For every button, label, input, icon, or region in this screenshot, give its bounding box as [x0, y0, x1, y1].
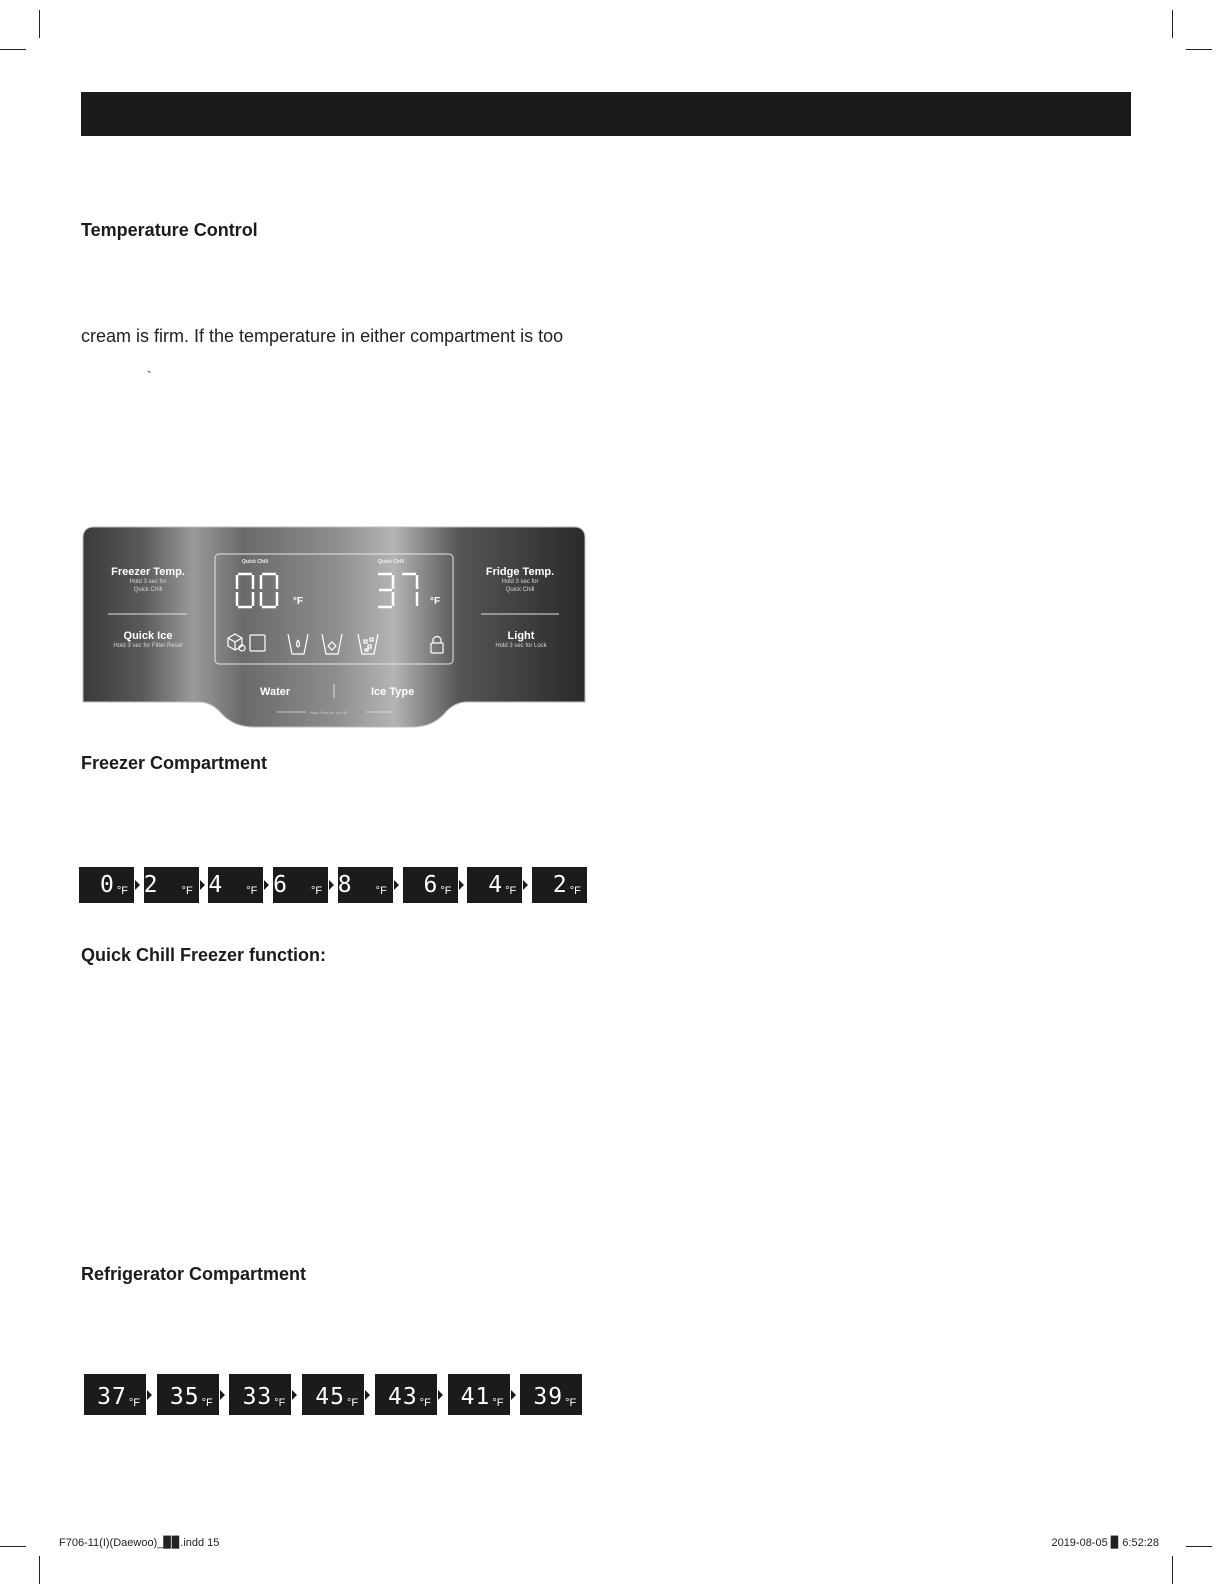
- sequence-arrow-icon: [365, 1390, 370, 1400]
- freezer-temperature-sequence: [79, 849, 587, 903]
- temp-display-box: [302, 1374, 364, 1415]
- temp-unit: °F: [274, 1397, 286, 1409]
- control-panel-body: [82, 526, 586, 728]
- temp-unit: °F: [201, 1397, 213, 1409]
- temp-value: 33: [242, 1384, 273, 1410]
- temp-unit: °F: [346, 1397, 359, 1409]
- crop-mark: [39, 10, 40, 38]
- fridge-temp-button[interactable]: [472, 566, 568, 594]
- crop-mark: [1186, 49, 1212, 50]
- temp-value: - 2: [143, 849, 159, 898]
- temp-display-box: [520, 1374, 582, 1415]
- freezer-temp-label: Freezer Temp.: [111, 566, 185, 578]
- crop-mark: [39, 1556, 40, 1584]
- sequence-arrow-icon: [147, 1390, 152, 1400]
- temp-display-box: [157, 1374, 219, 1415]
- body-text-line: cream is firm. If the temperature in either compartment is too: [81, 326, 564, 346]
- temp-unit: °F: [128, 1397, 140, 1409]
- control-panel: [82, 526, 586, 728]
- temp-unit: °F: [246, 885, 258, 897]
- temp-display-box: [448, 1374, 510, 1415]
- heading-refrigerator-compartment: Refrigerator Compartment: [81, 1264, 307, 1284]
- temp-unit: °F: [440, 885, 452, 897]
- light-label: Light: [507, 630, 535, 642]
- sequence-arrow-icon: [200, 880, 205, 890]
- temp-display-box: [79, 867, 134, 903]
- fridge-unit: °F: [430, 596, 441, 607]
- temp-value: 41: [460, 1384, 491, 1410]
- freezer-temp-sub2: Quick Chill: [133, 587, 163, 593]
- stray-mark: `: [147, 368, 152, 384]
- heading-temperature-control: Temperature Control: [81, 220, 258, 240]
- temp-unit: °F: [569, 885, 581, 897]
- fridge-temp-sub2: Quick Chill: [505, 587, 535, 593]
- crop-mark: [0, 49, 26, 50]
- footer-timestamp: 2019-08-05 ▉ 6:52:28: [1051, 1537, 1159, 1549]
- temp-display-box: [143, 849, 199, 903]
- crop-mark: [1172, 10, 1173, 38]
- sequence-arrow-icon: [459, 880, 464, 890]
- temp-value: - 6: [273, 849, 288, 898]
- sequence-arrow-icon: [264, 880, 269, 890]
- crop-mark: [1172, 1556, 1173, 1584]
- water-button[interactable]: Water: [260, 686, 291, 698]
- temp-value: 39: [533, 1384, 564, 1410]
- temp-unit: °F: [310, 885, 323, 897]
- fridge-temperature-sequence: [84, 1374, 582, 1415]
- sequence-arrow-icon: [220, 1390, 225, 1400]
- temp-unit: °F: [419, 1397, 431, 1409]
- temp-unit: °F: [181, 885, 193, 897]
- freezer-quick-chill-indicator: Quick Chill: [242, 559, 269, 565]
- temp-unit: °F: [375, 885, 387, 897]
- quick-ice-button[interactable]: [96, 630, 200, 650]
- freezer-unit: °F: [293, 596, 304, 607]
- crop-mark: [1186, 1546, 1212, 1547]
- quick-ice-sub: Hold 3 sec for Filter Reset: [113, 643, 183, 649]
- temp-display-box: [532, 867, 587, 903]
- fridge-quick-chill-indicator: Quick Chill: [378, 559, 405, 565]
- temp-value: - 8: [337, 849, 353, 898]
- sequence-arrow-icon: [292, 1390, 297, 1400]
- temp-display-box: [403, 867, 458, 903]
- ice-type-button[interactable]: Ice Type: [371, 686, 415, 698]
- sequence-arrow-icon: [135, 880, 140, 890]
- footer-file-name: F706-11(I)(Daewoo)_▉▉.indd 15: [59, 1537, 220, 1549]
- temp-display-box: [337, 849, 393, 903]
- temp-display-box: [375, 1374, 437, 1415]
- fridge-temp-label: Fridge Temp.: [485, 566, 555, 578]
- temp-display-box: [229, 1374, 291, 1415]
- sequence-arrow-icon: [523, 880, 528, 890]
- temp-display-box: [467, 867, 522, 903]
- quick-ice-label: Quick Ice: [123, 630, 173, 642]
- sequence-arrow-icon: [329, 880, 334, 890]
- temp-value: - 4: [208, 849, 224, 898]
- temp-unit: °F: [565, 1397, 577, 1409]
- freezer-temp-sub1: Hold 3 sec for: [129, 579, 167, 585]
- temp-value: 37: [97, 1384, 127, 1410]
- heading-freezer-compartment: Freezer Compartment: [81, 753, 268, 773]
- temp-value: 6: [423, 872, 439, 898]
- temp-unit: °F: [492, 1397, 504, 1409]
- temp-unit: °F: [116, 885, 128, 897]
- light-sub: Hold 3 sec for Lock: [495, 643, 547, 649]
- section-header-bar: [81, 92, 1131, 136]
- hold-note: Hold 3 sec for Ice off: [310, 710, 347, 715]
- heading-quick-chill-freezer: Quick Chill Freezer function:: [81, 945, 327, 965]
- temp-value: 4: [488, 872, 504, 898]
- sequence-arrow-icon: [438, 1390, 443, 1400]
- fridge-temp-sub1: Hold 3 sec for: [501, 579, 539, 585]
- light-button[interactable]: [474, 630, 568, 650]
- sequence-arrow-icon: [511, 1390, 516, 1400]
- sequence-arrow-icon: [394, 880, 399, 890]
- crop-mark: [0, 1546, 26, 1547]
- temp-value: 45: [315, 1384, 345, 1410]
- temp-value: 0: [100, 872, 115, 898]
- temp-value: 35: [169, 1384, 200, 1410]
- temp-display-box: [84, 1374, 146, 1415]
- temp-display-box: [273, 849, 328, 903]
- temp-unit: °F: [505, 885, 517, 897]
- freezer-temp-button[interactable]: [100, 566, 196, 594]
- temp-value: 43: [387, 1384, 418, 1410]
- temp-display-box: [208, 849, 263, 903]
- temp-value: 2: [552, 872, 568, 898]
